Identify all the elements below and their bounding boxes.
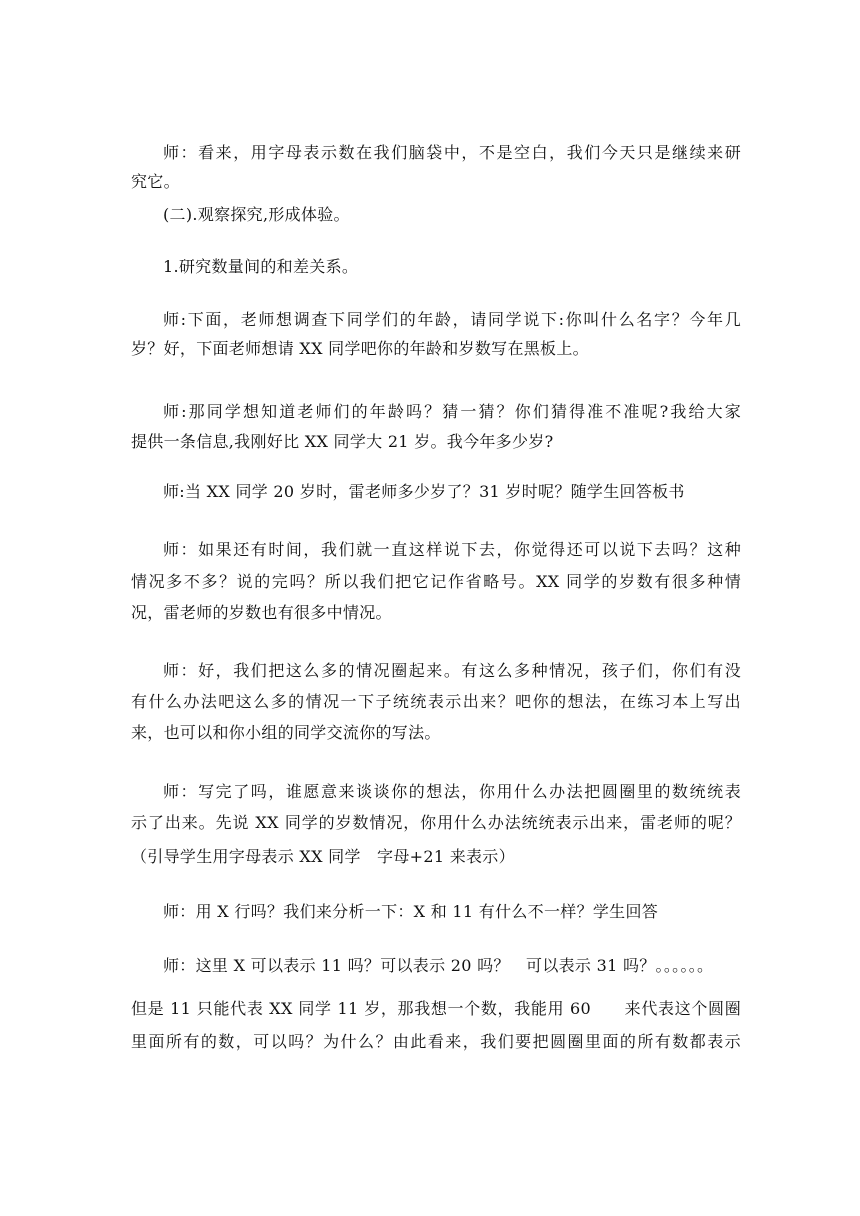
section-heading: (二).观察探究,形成体验。 (163, 205, 350, 224)
paragraph-line: 师：看来，用字母表示数在我们脑袋中，不是空白，我们今天只是继续来研 (163, 143, 741, 162)
paragraph-line: 有什么办法吧这么多的情况一下子统统表示出来？吧你的想法，在练习本上写出 (131, 692, 741, 711)
subsection-heading: 1.研究数量间的和差关系。 (163, 257, 359, 276)
paragraph-line: 师：如果还有时间，我们就一直这样说下去，你觉得还可以说下去吗？这种 (163, 540, 741, 559)
paragraph-line: 提供一条信息,我刚好比 XX 同学大 21 岁。我今年多少岁? (131, 432, 554, 451)
paragraph-line: 示了出来。先说 XX 同学的岁数情况，你用什么办法统统表示出来，雷老师的呢？ (131, 813, 741, 832)
paragraph-line: 但是 11 只能代表 XX 同学 11 岁，那我想一个数，我能用 60 来代表这个圆圈 (131, 999, 741, 1018)
paragraph-line: 师：好，我们把这么多的情况圈起来。有这么多种情况，孩子们，你们有没 (163, 661, 741, 680)
paragraph-line: 师:那同学想知道老师们的年龄吗？猜一猜？你们猜得准不准呢?我给大家 (163, 402, 741, 421)
paragraph-line: 情况多不多？说的完吗？所以我们把它记作省略号。XX 同学的岁数有很多种情 (131, 572, 741, 591)
paragraph-line: 师：写完了吗，谁愿意来谈谈你的想法，你用什么办法把圆圈里的数统统表 (163, 782, 741, 801)
paragraph-line: 师:下面，老师想调查下同学们的年龄，请同学说下:你叫什么名字？今年几 (163, 310, 741, 329)
paragraph-line: 里面所有的数，可以吗？为什么？由此看来，我们要把圆圈里面的所有数都表示 (131, 1032, 741, 1051)
paragraph-line: 岁？好，下面老师想请 XX 同学吧你的年龄和岁数写在黑板上。 (131, 339, 589, 358)
paragraph-line: 况，雷老师的岁数也有很多中情况。 (131, 603, 392, 622)
paragraph-line: （引导学生用字母表示 XX 同学 字母+21 来表示） (131, 847, 515, 866)
paragraph-line: 究它。 (131, 172, 180, 191)
paragraph-line: 来，也可以和你小组的同学交流你的写法。 (131, 723, 441, 742)
paragraph-line: 师:当 XX 同学 20 岁时，雷老师多少岁了？31 岁时呢？随学生回答板书 (163, 482, 685, 501)
paragraph-line: 师：用 X 行吗？我们来分析一下：X 和 11 有什么不一样？学生回答 (163, 902, 659, 921)
paragraph-line: 师：这里 X 可以表示 11 吗？可以表示 20 吗？ 可以表示 31 吗？。。。。。。 (163, 956, 714, 975)
